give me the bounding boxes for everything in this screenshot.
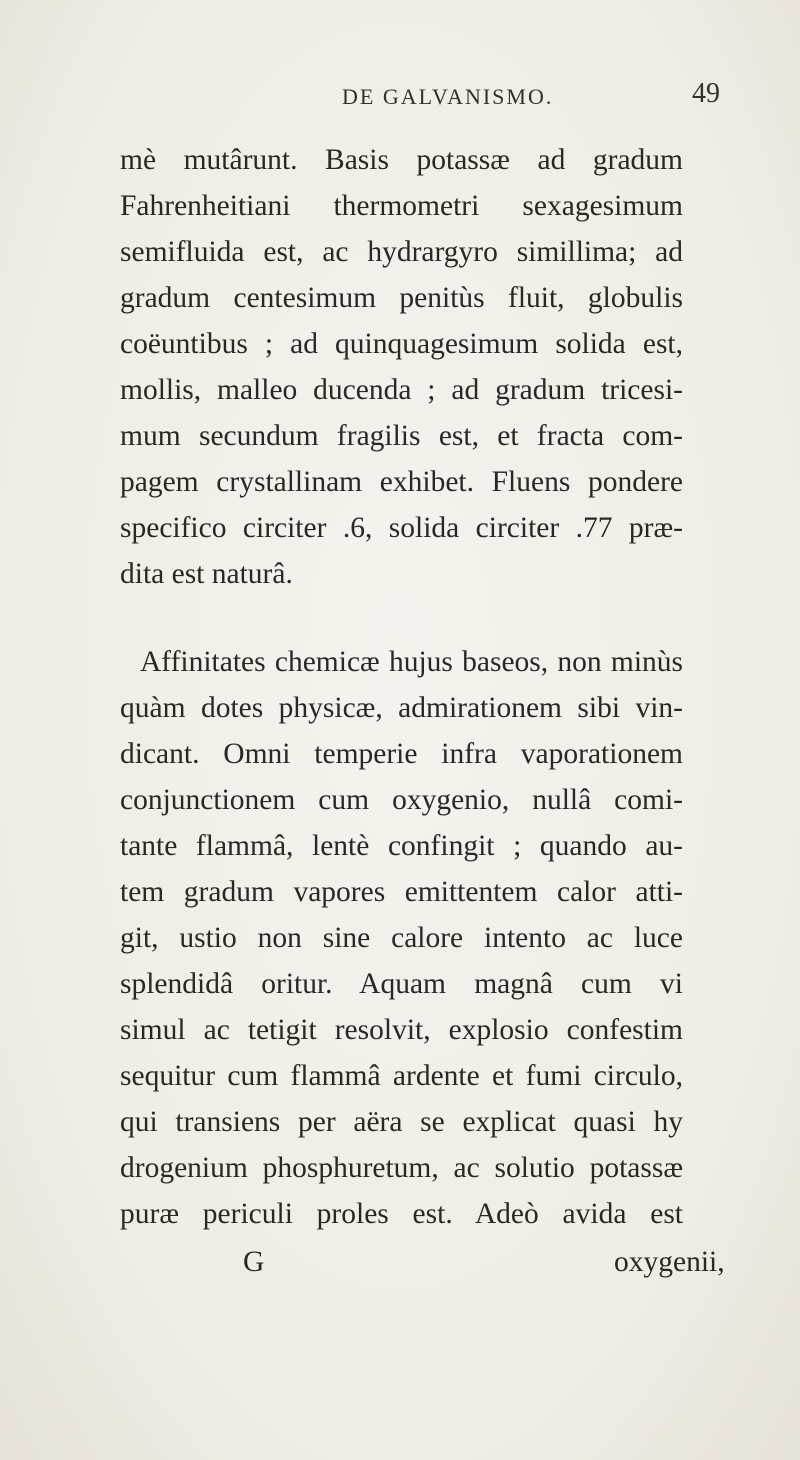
text-line: gradum centesimum penitùs fluit, globulis xyxy=(120,282,683,314)
text-line: tem gradum vapores emittentem calor atti- xyxy=(120,876,683,908)
text-line: sequitur cum flammâ ardente et fumi circulo, xyxy=(120,1060,683,1092)
text-line: mè mutârunt. Basis potassæ ad gradum xyxy=(120,144,683,176)
text-line: specifico circiter .6, solida circiter .77 præ- xyxy=(120,512,683,544)
text-line: mollis, malleo ducenda ; ad gradum tricesi- xyxy=(120,374,683,406)
text-line: dicant. Omni temperie infra vaporationem xyxy=(120,738,683,770)
text-line: simul ac tetigit resolvit, explosio confestim xyxy=(120,1014,683,1046)
text-line: pagem crystallinam exhibet. Fluens pondere xyxy=(120,466,683,498)
text-line: puræ periculi proles est. Adeò avida est xyxy=(120,1198,683,1230)
text-line: dita est naturâ. xyxy=(120,558,293,590)
page-number: 49 xyxy=(692,78,720,109)
signature-mark: G xyxy=(243,1246,265,1278)
text-line: quàm dotes physicæ, admirationem sibi vin- xyxy=(120,692,683,724)
text-line: mum secundum fragilis est, et fracta com- xyxy=(120,420,683,452)
text-line: tante flammâ, lentè confingit ; quando au- xyxy=(120,830,683,862)
text-line: conjunctionem cum oxygenio, nullâ comi- xyxy=(120,784,683,816)
text-line: Affinitates chemicæ hujus baseos, non minùs xyxy=(140,646,683,678)
running-title: DE GALVANISMO. xyxy=(342,84,554,109)
text-line: coëuntibus ; ad quinquagesimum solida est, xyxy=(120,328,683,360)
text-line: splendidâ oritur. Aquam magnâ cum vi xyxy=(120,968,683,1000)
text-line: drogenium phosphuretum, ac solutio potassæ xyxy=(120,1152,683,1184)
catchword: oxygenii, xyxy=(614,1246,725,1278)
text-line: qui transiens per aëra se explicat quasi hy xyxy=(120,1106,683,1138)
text-line: semifluida est, ac hydrargyro simillima; ad xyxy=(120,236,683,268)
text-line: git, ustio non sine calore intento ac luce xyxy=(120,922,683,954)
text-line: Fahrenheitiani thermometri sexagesimum xyxy=(120,190,683,222)
